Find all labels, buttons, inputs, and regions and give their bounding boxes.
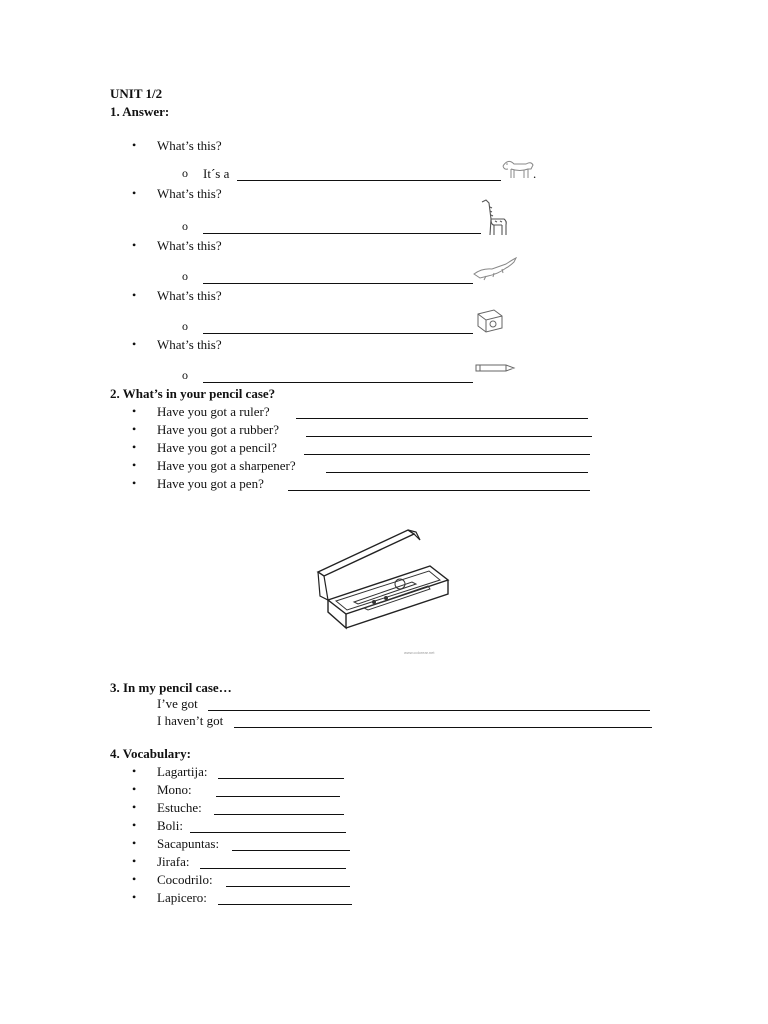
bullet: •: [132, 238, 137, 252]
question-5: What’s this?: [157, 337, 222, 352]
vocab-answer-line[interactable]: [232, 850, 350, 851]
bullet: •: [132, 476, 137, 490]
section-4-heading: 4. Vocabulary:: [110, 746, 191, 761]
bullet: •: [132, 440, 137, 454]
bullet: •: [132, 800, 137, 814]
bullet: •: [132, 872, 137, 886]
section-2-heading: 2. What’s in your pencil case?: [110, 386, 276, 401]
answer-3-line[interactable]: [203, 283, 473, 284]
bullet: •: [132, 404, 137, 418]
question-1: What’s this?: [157, 138, 222, 153]
section-1-heading: 1. Answer:: [110, 104, 170, 119]
bullet: •: [132, 138, 137, 152]
vocab-answer-line[interactable]: [214, 814, 344, 815]
page-title: UNIT 1/2: [110, 86, 163, 101]
dog-icon: [500, 152, 536, 182]
vocab-lapicero: Lapicero:: [157, 890, 207, 905]
vocab-answer-line[interactable]: [216, 796, 340, 797]
pencil-icon: [474, 360, 516, 374]
bullet: •: [132, 890, 137, 904]
ive-got-label: I’ve got: [157, 696, 198, 711]
bullet: •: [132, 288, 137, 302]
answer-1-line[interactable]: [237, 180, 501, 181]
vocab-lagartija: Lagartija:: [157, 764, 208, 779]
pencil-case-question-pencil: Have you got a pencil?: [157, 440, 277, 455]
bullet: •: [132, 337, 137, 351]
answer-5-line[interactable]: [203, 382, 473, 383]
pencil-case-answer-line[interactable]: [304, 454, 590, 455]
sub-bullet: o: [182, 219, 188, 233]
sub-bullet: o: [182, 166, 188, 180]
giraffe-icon: [478, 197, 512, 237]
image-credit-caption: www.colorear.net: [404, 650, 435, 655]
pencil-case-answer-line[interactable]: [306, 436, 592, 437]
vocab-answer-line[interactable]: [190, 832, 346, 833]
question-2: What’s this?: [157, 186, 222, 201]
answer-1-period: .: [533, 166, 537, 181]
vocab-estuche: Estuche:: [157, 800, 202, 815]
pencil-case-illustration: [312, 500, 454, 662]
question-3: What’s this?: [157, 238, 222, 253]
answer-1-prefix: It´s a: [203, 166, 230, 181]
bullet: •: [132, 458, 137, 472]
answer-2-line[interactable]: [203, 233, 481, 234]
vocab-sacapuntas: Sacapuntas:: [157, 836, 220, 851]
section-3-heading: 3. In my pencil case…: [110, 680, 232, 695]
pencil-case-answer-line[interactable]: [296, 418, 588, 419]
sharpener-icon: [474, 304, 506, 334]
bullet: •: [132, 782, 137, 796]
question-4: What’s this?: [157, 288, 222, 303]
sub-bullet: o: [182, 269, 188, 283]
pencil-case-question-rubber: Have you got a rubber?: [157, 422, 280, 437]
vocab-mono: Mono:: [157, 782, 192, 797]
vocab-answer-line[interactable]: [200, 868, 346, 869]
vocab-answer-line[interactable]: [226, 886, 350, 887]
bullet: •: [132, 818, 137, 832]
answer-4-line[interactable]: [203, 333, 473, 334]
vocab-jirafa: Jirafa:: [157, 854, 190, 869]
ive-got-line[interactable]: [208, 710, 650, 711]
bullet: •: [132, 836, 137, 850]
vocab-answer-line[interactable]: [218, 778, 344, 779]
sub-bullet: o: [182, 319, 188, 333]
bullet: •: [132, 854, 137, 868]
sub-bullet: o: [182, 368, 188, 382]
bullet: •: [132, 186, 137, 200]
crocodile-icon: [472, 252, 520, 282]
i-havent-got-label: I haven’t got: [157, 713, 224, 728]
pencil-case-question-sharpener: Have you got a sharpener?: [157, 458, 296, 473]
vocab-boli: Boli:: [157, 818, 184, 833]
pencil-case-answer-line[interactable]: [326, 472, 588, 473]
i-havent-got-line[interactable]: [234, 727, 652, 728]
vocab-cocodrilo: Cocodrilo:: [157, 872, 213, 887]
bullet: •: [132, 764, 137, 778]
pencil-case-question-ruler: Have you got a ruler?: [157, 404, 270, 419]
pencil-case-answer-line[interactable]: [288, 490, 590, 491]
bullet: •: [132, 422, 137, 436]
pencil-case-question-pen: Have you got a pen?: [157, 476, 264, 491]
vocab-answer-line[interactable]: [218, 904, 352, 905]
